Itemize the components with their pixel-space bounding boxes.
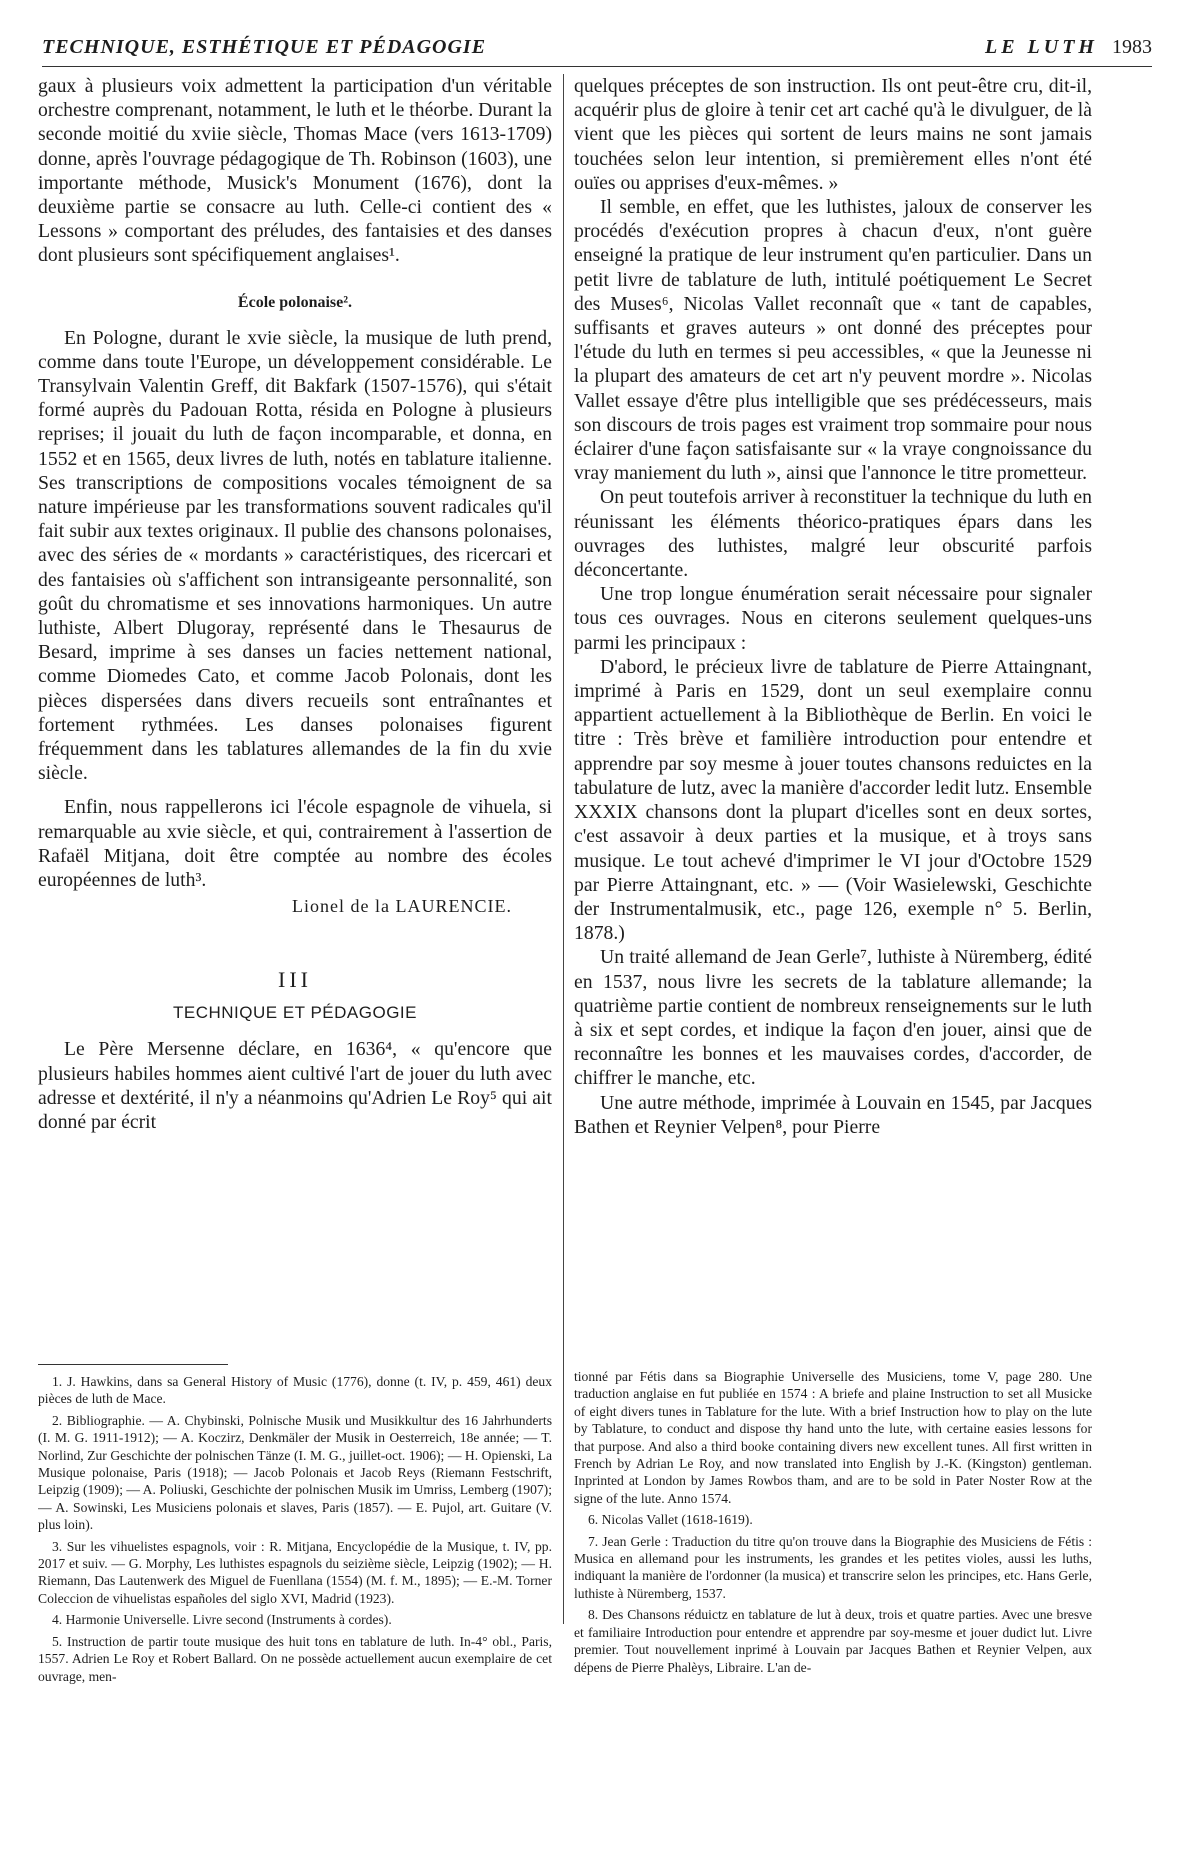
- subheading-polish-school: École polonaise².: [237, 293, 353, 311]
- paragraph: Le Père Mersenne déclare, en 1636⁴, « qu'encore que plusieurs habiles hommes aient cultivé l'art de jouer du luth avec adresse et dextérité, il n'y a néanmoins qu'Adrien Le Roy⁵ qui ait donné par écrit: [38, 1038, 552, 1133]
- footnotes-right: [574, 1368, 1092, 1680]
- paragraph: Il semble, en effet, que les luthistes, jaloux de conserver les procédés d'exécution propres à chacun d'eux, n'ont guère enseigné la pratique de leur instrument qu'en particulier. Dans un petit livre de tablature de luth, intitulé poétiquement Le Secret des Muses⁶, Nicolas Vallet reconnaît que « tant de capables, suffisants et graves auteurs » ont donné des préceptes pour l'étude du luth en termes si peu accessibles, « que la Jeunesse ni la plupart des amateurs de cet art n'y peuvent mordre ». Nicolas Vallet essaye d'être plus intelligible que ses prédécesseurs, mais son discours de trois pages est vraiment trop sommaire pour nous éclairer d'une façon satisfaisante sur « la vraye congnoissance du vray maniement du luth », ainsi que l'annonce le titre prometteur.: [574, 196, 1092, 485]
- page-number: 1983: [1112, 36, 1152, 58]
- footnote: tionné par Fétis dans sa Biographie Universelle des Musiciens, tome V, page 280. Une traduction anglaise en fut publiée en 1574 : A briefe and plaine Instruction to set all Musicke of eight divers tunes in Tablature for the lute. With a brief Instruction how to play on the lute by Tablature, to conduct and dispose thy hand unto the lute, with certaine easies lessons for that purpose. And also a third booke containing divers new excellent tunes. All first written in French by Adrian Le Roy, and now translated into English by J.-K. (Kingston) gentleman. Inprinted at London by James Rowbos tham, and are to be sold in Pater Noster Row at the signe of the lute. Anno 1574.: [574, 1369, 1092, 1506]
- author-signature: Lionel de la LAURENCIE.: [292, 896, 512, 917]
- footnote: 5. Instruction de partir toute musique des huit tons en tablature de luth. In-4° obl., Paris, 1557. Adrien Le Roy et Robert Ballard. On ne possède actuellement aucun exemplaire de cet ouvrage, men-: [38, 1633, 552, 1684]
- paragraph: Un traité allemand de Jean Gerle⁷, luthiste à Nüremberg, édité en 1537, nous livre les secrets de la tablature allemande; la quatrième partie contient de nombreux renseignements sur le luth à six et sept cordes, et indique la façon d'en jouer, ainsi que de reconnaître les bonnes et les mauvaises cordes, d'accorder, de chiffrer le manche, etc.: [574, 946, 1092, 1090]
- footnote: 3. Sur les vihuelistes espagnols, voir : R. Mitjana, Encyclopédie de la Musique, t. IV, pp. 2017 et suiv. — G. Morphy, Les luthistes espagnols du seizième siècle, Leipzig (1902); — H. Riemann, Das Lautenwerk des Miguel de Fuenllana (1554) (M. f. M., 1895); — E.-M. Torner Coleccion de vihuelistas españoles del siglo XVI, Madrid (1923).: [38, 1538, 552, 1606]
- paragraph: Enfin, nous rappellerons ici l'école espagnole de vihuela, si remarquable au xvie siècle, et qui, contrairement à l'assertion de Rafaël Mitjana, doit être comptée au nombre des écoles européennes de luth³.: [38, 796, 552, 892]
- footnote-rule: [38, 1364, 228, 1365]
- footnote: 2. Bibliographie. — A. Chybinski, Polnische Musik und Musikkultur des 16 Jahrhunderts (I. M. G. 1911-1912); — A. Koczirz, Denkmäler der Musik in Oesterreich, 18e année; — T. Norlind, Zur Geschichte der polnischen Tänze (I. M. G., juillet-oct. 1906); — H. Opienski, La Musique polonaise, Paris (1918); — Jacob Polonais et Jacob Reys (Riemann Festschrift, Leipzig (1909); — A. Poliuski, Geschichte der polnischen Musik im Umriss, Lemberg (1907); — A. Sowinski, Les Musiciens polonais et slaves, Paris (1857). — E. Pujol, art. Guitare (V. plus loin).: [38, 1412, 552, 1533]
- footnotes-left: [38, 1364, 552, 1689]
- paragraph: On peut toutefois arriver à reconstituer la technique du luth en réunissant les éléments théorico-pratiques épars dans les ouvrages des luthistes, malgré leur obscurité parfois déconcertante.: [574, 486, 1092, 582]
- running-title: TECHNIQUE, ESTHÉTIQUE ET PÉDAGOGIE: [42, 36, 487, 58]
- running-header: [42, 36, 1152, 66]
- paragraph: D'abord, le précieux livre de tablature de Pierre Attaingnant, imprimé à Paris en 1529, dont un seul exemplaire connu appartient actuellement à la Bibliothèque de Berlin. En voici le titre : Très brève et familière introduction pour entendre et apprendre par soy mesme à jouer toutes chansons reduictes en la tabulature de lutz, avec la manière d'accorder ledit lutz. Ensemble XXXIX chansons dont la plupart d'icelles sont en deux sortes, c'est assavoir à deux parties et la musique, et à troys sans musique. Le tout achevé d'imprimer le VI jour d'Octobre 1529 par Pierre Attaingnant, etc. » — (Voir Wasielewski, Geschichte der Instrumentalmusik, etc., page 126, exemple n° 5. Berlin, 1878.): [574, 655, 1092, 945]
- paragraph: quelques préceptes de son instruction. Ils ont peut-être cru, dit-il, acquérir plus de gloire à tenir cet art caché qu'à le divulguer, de là vient que les pièces qui sortent de leurs mains ne sont jamais touchées selon leur intention, si premièrement elles n'ont été ouïes ou apprises d'eux-mêmes. »: [574, 75, 1092, 194]
- header-rule: [42, 66, 1152, 67]
- paragraph: En Pologne, durant le xvie siècle, la musique de luth prend, comme dans toute l'Europe, un développement considérable. Le Transylvain Valentin Greff, dit Bakfark (1507-1576), qui s'était formé auprès du Padouan Rotta, résida en Pologne à plusieurs reprises; il jouait du luth de façon incomparable, et donna, en 1552 et en 1565, deux livres de luth, notés en tablature italienne. Ses transcriptions de compositions vocales témoignent de sa nature impérieuse par les transformations souvent radicales qu'il fait subir aux textes originaux. Il publie des chansons polonaises, avec des séries de « mordants » caractéristiques, des ricercari et des fantaisies où s'affichent son intransigeante personnalité, son goût du chromatisme et ses innovations harmoniques. Un autre luthiste, Albert Dlugoray, représenté dans le Thesaurus de Besard, imprime à ses danses un facies nettement national, comme Diomedes Cato, et comme Jacob Polonais, dont les pièces dispersées dans divers recueils sont entraînantes et fortement rythmées. Les danses polonaises figurent fréquemment dans les tablatures allemandes de la fin du xvie siècle.: [38, 326, 552, 785]
- column-divider: [563, 74, 564, 1624]
- footnote: 7. Jean Gerle : Traduction du titre qu'on trouve dans la Biographie des Musiciens de Fétis : Musica en allemand pour les instruments, les grandes et les petites violes, aussi les luths, indiquant la manière de l'ordonner (la musica) et transcrire selon les principes, etc. Hans Gerle, luthiste à Nüremberg, 1537.: [574, 1533, 1092, 1601]
- section-title: TECHNIQUE ET PÉDAGOGIE: [172, 1003, 417, 1023]
- journal-title: LE LUTH: [985, 36, 1098, 58]
- paragraph: Une autre méthode, imprimée à Louvain en 1545, par Jacques Bathen et Reynier Velpen⁸, pour Pierre: [574, 1091, 1092, 1138]
- left-column: [38, 74, 552, 1844]
- footnote: 6. Nicolas Vallet (1618-1619).: [588, 1512, 753, 1528]
- running-right: [985, 36, 1152, 59]
- section-number: III: [278, 967, 312, 993]
- right-column: [574, 74, 1092, 1844]
- paragraph: gaux à plusieurs voix admettent la participation d'un véritable orchestre comprenant, notamment, le luth et le théorbe. Durant la seconde moitié du xviie siècle, Thomas Mace (vers 1613-1709) donne, après l'ouvrage pédagogique de Th. Robinson (1603), une importante méthode, Musick's Monument (1676), dont la deuxième partie se consacre au luth. Celle-ci contient des « Lessons » comportant des préludes, des fantaisies et des danses dont plusieurs sont spécifiquement anglaises¹.: [38, 75, 552, 267]
- footnote: 8. Des Chansons réduictz en tablature de lut à deux, trois et quatre parties. Avec une bresve et familiaire Introduction pour entendre et apprendre par soy-mesme et jouer dudict lut. Livre premier. Tout nouvellement inprimé à Louvain par Jacques Bathen et Reynier Velpen, aux dépens de Pierre Phalèys, Libraire. L'an de-: [574, 1607, 1092, 1675]
- paragraph: Une trop longue énumération serait nécessaire pour signaler tous ces ouvrages. Nous en citerons seulement quelques-uns parmi les principaux :: [574, 583, 1092, 654]
- footnote: 1. J. Hawkins, dans sa General History of Music (1776), donne (t. IV, p. 459, 461) deux pièces de luth de Mace.: [38, 1374, 552, 1407]
- footnote: 4. Harmonie Universelle. Livre second (Instruments à cordes).: [52, 1612, 392, 1628]
